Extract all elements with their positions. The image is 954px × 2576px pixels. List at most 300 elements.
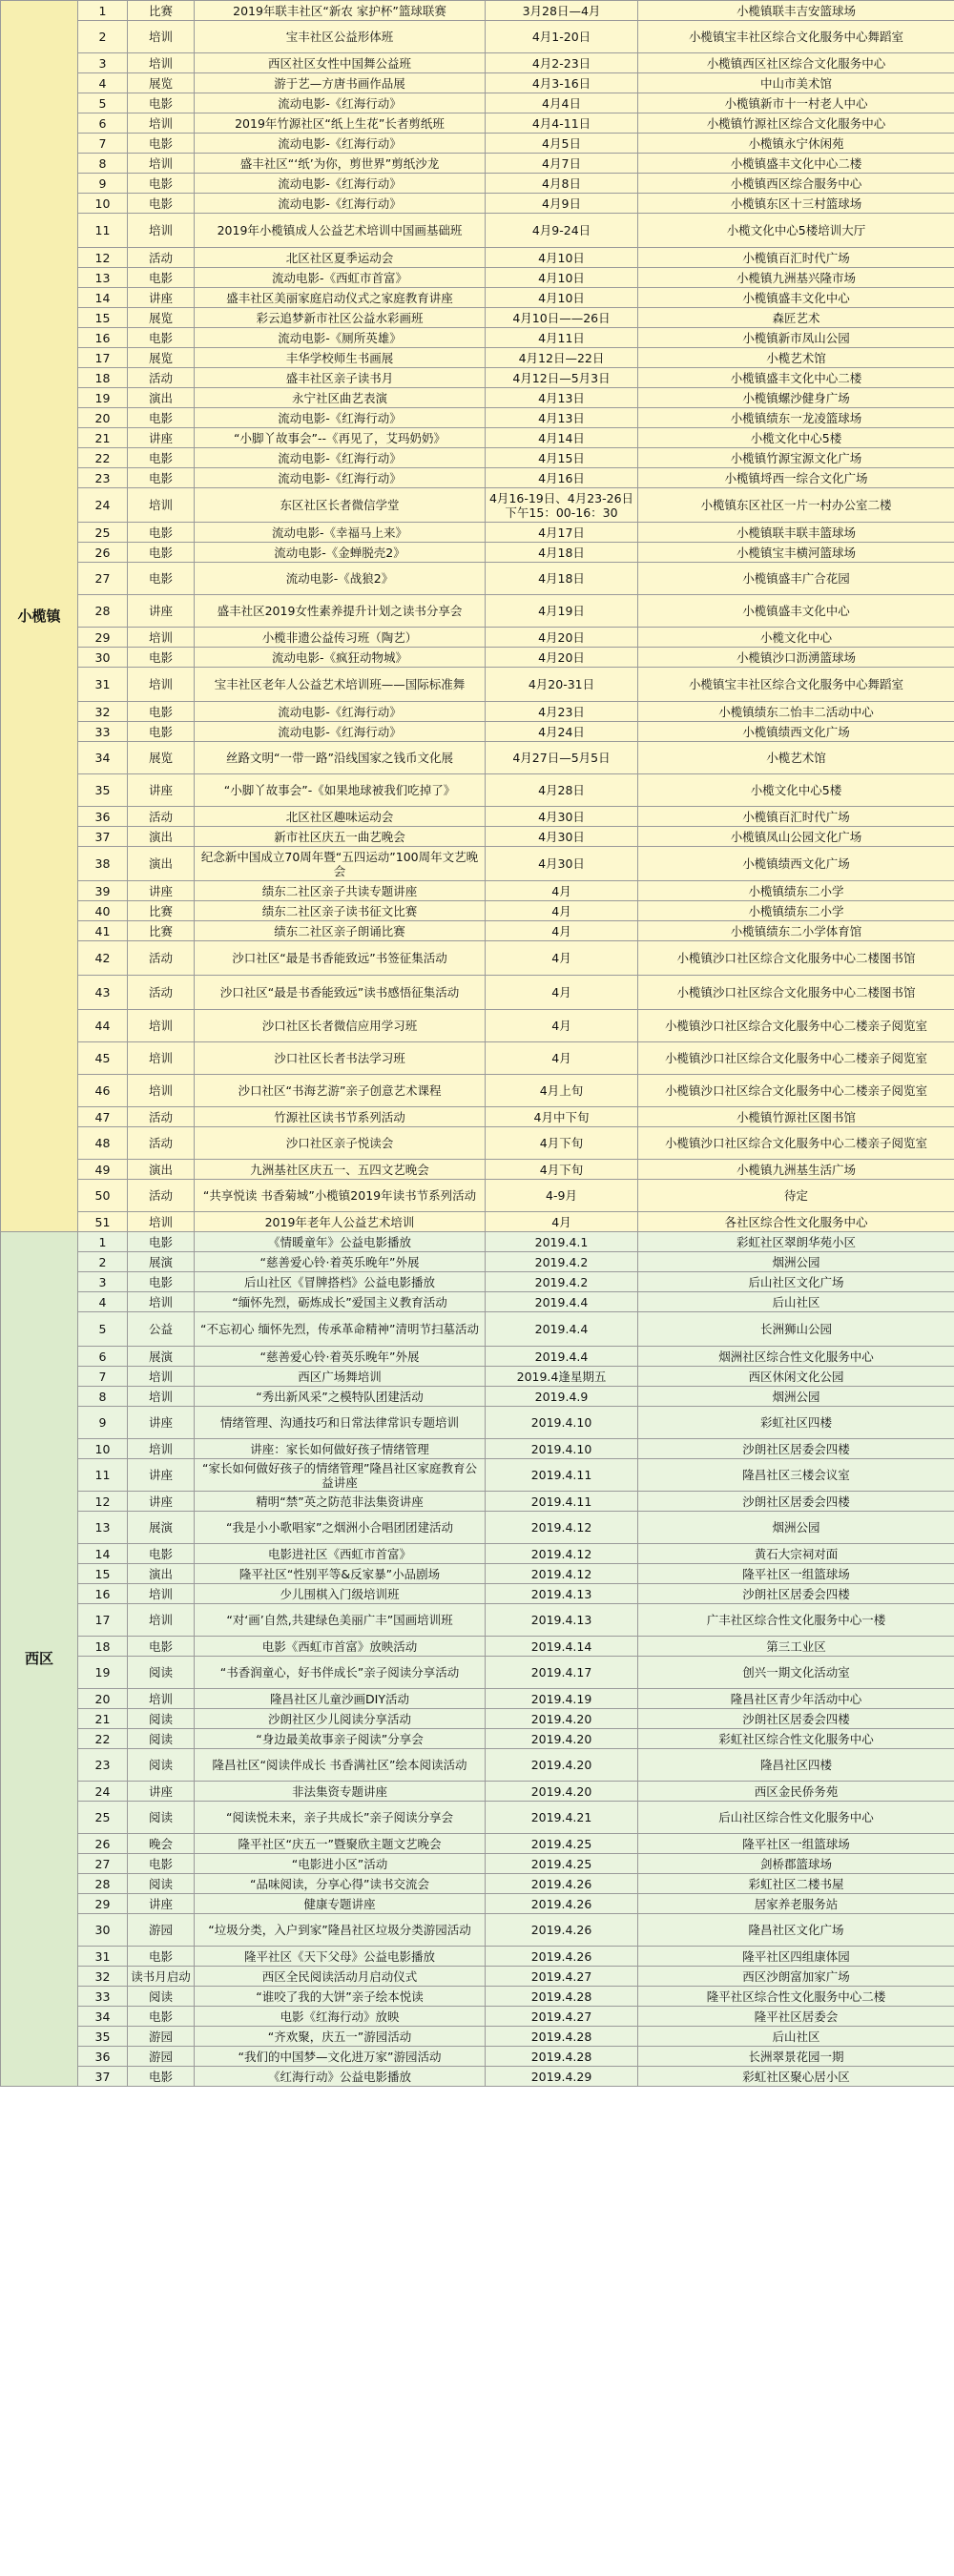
activity-place: 沙朗社区居委会四楼 (638, 1709, 954, 1729)
activity-type: 阅读 (128, 1987, 195, 2007)
activity-place: 小榄镇绩东二小学 (638, 881, 954, 901)
activity-date: 4月14日 (486, 428, 638, 448)
activity-title: 丰华学校师生书画展 (195, 348, 486, 368)
activity-date: 4月12日—22日 (486, 348, 638, 368)
activity-title: 后山社区《冒牌搭档》公益电影播放 (195, 1272, 486, 1292)
activity-type: 演出 (128, 827, 195, 847)
table-row (1, 1407, 954, 1439)
activity-date: 2019.4.10 (486, 1407, 638, 1439)
activity-place: 长洲狮山公园 (638, 1312, 954, 1347)
activity-date: 2019.4.12 (486, 1564, 638, 1584)
activity-place: 彩虹社区聚心居小区 (638, 2067, 954, 2087)
activity-place: 小榄镇新市十一村老人中心 (638, 93, 954, 113)
activity-place: 后山社区综合性文化服务中心 (638, 1802, 954, 1834)
activity-title: “慈善爱心铃·着英乐晚年”外展 (195, 1347, 486, 1367)
table-row (1, 1347, 954, 1367)
group-name: 西区 (1, 1232, 78, 2087)
activity-type: 讲座 (128, 1782, 195, 1802)
activity-date: 2019.4.27 (486, 1967, 638, 1987)
activity-date: 2019.4.4 (486, 1347, 638, 1367)
table-row (1, 113, 954, 134)
activity-title: 宝丰社区老年人公益艺术培训班——国际标准舞 (195, 668, 486, 702)
activity-date: 2019.4.27 (486, 2007, 638, 2027)
activity-place: 彩虹社区二楼书屋 (638, 1874, 954, 1894)
activity-type: 晚会 (128, 1834, 195, 1854)
activity-date: 4月4日 (486, 93, 638, 113)
table-row (1, 1127, 954, 1160)
table-row (1, 93, 954, 113)
activity-date: 4月17日 (486, 523, 638, 543)
activity-date: 4月10日 (486, 268, 638, 288)
row-number: 4 (78, 73, 128, 93)
activity-place: 小榄镇东区十三村篮球场 (638, 194, 954, 214)
table-row (1, 1252, 954, 1272)
activity-date: 4月30日 (486, 807, 638, 827)
table-row (1, 1637, 954, 1657)
row-number: 38 (78, 847, 128, 881)
table-row (1, 2047, 954, 2067)
activity-title: 少儿围棋入门级培训班 (195, 1584, 486, 1604)
activity-place: 隆平社区一组篮球场 (638, 1834, 954, 1854)
row-number: 33 (78, 1987, 128, 2007)
activity-place: 小榄镇沙口社区综合文化服务中心二楼亲子阅览室 (638, 1042, 954, 1075)
row-number: 5 (78, 1312, 128, 1347)
table-row (1, 488, 954, 523)
activity-title: 流动电影-《红海行动》 (195, 194, 486, 214)
activity-place: 小榄镇沙口社区综合文化服务中心二楼亲子阅览室 (638, 1127, 954, 1160)
activity-date: 4月18日 (486, 543, 638, 563)
table-row (1, 21, 954, 53)
activity-date: 2019.4.11 (486, 1459, 638, 1492)
activity-type: 游园 (128, 2027, 195, 2047)
activity-date: 2019.4.17 (486, 1657, 638, 1689)
activity-type: 活动 (128, 807, 195, 827)
activity-title: 精明“禁”英之防范非法集资讲座 (195, 1492, 486, 1512)
activity-type: 培训 (128, 1387, 195, 1407)
activity-date: 2019.4.10 (486, 1439, 638, 1459)
row-number: 10 (78, 194, 128, 214)
activity-place: 小榄镇绩东二小学体育馆 (638, 921, 954, 941)
activity-date: 4月23日 (486, 702, 638, 722)
table-row (1, 248, 954, 268)
activity-title: “电影进小区”活动 (195, 1854, 486, 1874)
row-number: 11 (78, 1459, 128, 1492)
activity-date: 4月15日 (486, 448, 638, 468)
table-row (1, 774, 954, 807)
activity-title: 讲座：家长如何做好孩子情绪管理 (195, 1439, 486, 1459)
activity-type: 读书月启动 (128, 1967, 195, 1987)
table-row (1, 1854, 954, 1874)
row-number: 46 (78, 1075, 128, 1107)
activity-title: 新市社区庆五一曲艺晚会 (195, 827, 486, 847)
activity-place: 小榄镇联丰吉安篮球场 (638, 1, 954, 21)
activity-date: 4月18日 (486, 563, 638, 595)
activity-type: 活动 (128, 368, 195, 388)
activity-place: 隆平社区综合性文化服务中心二楼 (638, 1987, 954, 2007)
activity-type: 电影 (128, 468, 195, 488)
table-row (1, 1439, 954, 1459)
activity-type: 培训 (128, 53, 195, 73)
activity-title: 游于艺—方唐书画作品展 (195, 73, 486, 93)
activity-date: 2019.4.29 (486, 2067, 638, 2087)
activity-type: 讲座 (128, 774, 195, 807)
row-number: 23 (78, 468, 128, 488)
activity-title: 西区社区女性中国舞公益班 (195, 53, 486, 73)
activity-place: 小榄艺术馆 (638, 742, 954, 774)
activity-type: 电影 (128, 448, 195, 468)
activity-title: 宝丰社区公益形体班 (195, 21, 486, 53)
activity-type: 电影 (128, 722, 195, 742)
table-row (1, 1107, 954, 1127)
activity-title: 流动电影-《金蝉脱壳2》 (195, 543, 486, 563)
activity-title: 沙口社区“书海艺游”亲子创意艺术课程 (195, 1075, 486, 1107)
activity-title: “小脚丫故事会”--《再见了，艾玛奶奶》 (195, 428, 486, 448)
activity-place: 小榄文化中心5楼 (638, 774, 954, 807)
activity-place: 彩虹社区四楼 (638, 1407, 954, 1439)
activity-type: 阅读 (128, 1874, 195, 1894)
activity-type: 培训 (128, 1212, 195, 1232)
activity-place: 小榄镇东区社区一片一村办公室二楼 (638, 488, 954, 523)
activity-title: 永宁社区曲艺表演 (195, 388, 486, 408)
table-row (1, 428, 954, 448)
activity-date: 4月 (486, 1010, 638, 1042)
activity-type: 培训 (128, 668, 195, 702)
table-row (1, 1312, 954, 1347)
activity-type: 电影 (128, 2067, 195, 2087)
activity-place: 森匠艺术 (638, 308, 954, 328)
activity-title: 流动电影-《红海行动》 (195, 702, 486, 722)
activity-type: 培训 (128, 1075, 195, 1107)
activity-title: 盛丰社区“‘纸’为你，剪世界”剪纸沙龙 (195, 154, 486, 174)
activity-type: 培训 (128, 1042, 195, 1075)
activity-date: 4月19日 (486, 595, 638, 628)
row-number: 9 (78, 174, 128, 194)
activity-place: 小榄镇竹源社区综合文化服务中心 (638, 113, 954, 134)
table-row (1, 595, 954, 628)
table-row (1, 328, 954, 348)
activity-date: 4月下旬 (486, 1160, 638, 1180)
activity-place: 中山市美术馆 (638, 73, 954, 93)
row-number: 7 (78, 134, 128, 154)
table-row (1, 1802, 954, 1834)
activity-title: 北区社区夏季运动会 (195, 248, 486, 268)
activity-title: 绩东二社区亲子共读专题讲座 (195, 881, 486, 901)
activity-title: 沙口社区长者微信应用学习班 (195, 1010, 486, 1042)
table-row (1, 1987, 954, 2007)
row-number: 21 (78, 428, 128, 448)
activity-place: 创兴一期文化活动室 (638, 1657, 954, 1689)
activity-date: 2019.4.20 (486, 1709, 638, 1729)
activity-type: 活动 (128, 1127, 195, 1160)
activity-place: 沙朗社区居委会四楼 (638, 1584, 954, 1604)
row-number: 25 (78, 523, 128, 543)
row-number: 48 (78, 1127, 128, 1160)
activity-title: “品味阅读，分享心得”读书交流会 (195, 1874, 486, 1894)
activity-title: “共享悦读 书香菊城”小榄镇2019年读书节系列活动 (195, 1180, 486, 1212)
row-number: 23 (78, 1749, 128, 1782)
activity-date: 2019.4.28 (486, 2027, 638, 2047)
table-row (1, 1689, 954, 1709)
activity-place: 西区沙朗富加家广场 (638, 1967, 954, 1987)
table-row (1, 53, 954, 73)
activity-place: 居家养老服务站 (638, 1894, 954, 1914)
activity-date: 4月20-31日 (486, 668, 638, 702)
table-row (1, 941, 954, 976)
row-number: 40 (78, 901, 128, 921)
row-number: 7 (78, 1367, 128, 1387)
activity-type: 活动 (128, 976, 195, 1010)
row-number: 26 (78, 543, 128, 563)
table-row (1, 1584, 954, 1604)
activity-title: 东区社区长者微信学堂 (195, 488, 486, 523)
table-row (1, 1387, 954, 1407)
activity-place: 隆昌社区青少年活动中心 (638, 1689, 954, 1709)
table-row (1, 388, 954, 408)
activity-date: 2019.4.12 (486, 1544, 638, 1564)
activity-place: 小榄镇盛丰广合花园 (638, 563, 954, 595)
activity-title: 流动电影-《红海行动》 (195, 722, 486, 742)
activity-type: 电影 (128, 134, 195, 154)
activity-date: 2019.4.25 (486, 1854, 638, 1874)
activity-place: 小榄镇百汇时代广场 (638, 248, 954, 268)
row-number: 20 (78, 1689, 128, 1709)
activity-place: 彩虹社区综合性文化服务中心 (638, 1729, 954, 1749)
activity-title: 2019年联丰社区“新农 家护杯”篮球联赛 (195, 1, 486, 21)
table-row (1, 702, 954, 722)
activity-type: 电影 (128, 1854, 195, 1874)
activity-type: 活动 (128, 1107, 195, 1127)
activity-type: 电影 (128, 523, 195, 543)
row-number: 17 (78, 348, 128, 368)
activity-type: 培训 (128, 154, 195, 174)
row-number: 3 (78, 53, 128, 73)
activity-date: 2019.4.25 (486, 1834, 638, 1854)
row-number: 13 (78, 268, 128, 288)
activity-date: 4月中下旬 (486, 1107, 638, 1127)
activity-date: 4-9月 (486, 1180, 638, 1212)
activity-title: “身边最美故事亲子阅读”分享会 (195, 1729, 486, 1749)
activity-title: 《红海行动》公益电影播放 (195, 2067, 486, 2087)
table-row (1, 523, 954, 543)
activity-place: 西区金民侨务苑 (638, 1782, 954, 1802)
activity-type: 比赛 (128, 921, 195, 941)
activity-date: 2019.4.26 (486, 1947, 638, 1967)
activity-type: 培训 (128, 1584, 195, 1604)
activity-place: 隆昌社区三楼会议室 (638, 1459, 954, 1492)
activity-place: 小榄镇盛丰文化中心 (638, 595, 954, 628)
activity-title: “不忘初心 缅怀先烈，传承革命精神”清明节扫墓活动 (195, 1312, 486, 1347)
activity-title: 绩东二社区亲子读书征文比赛 (195, 901, 486, 921)
activity-title: “垃圾分类，入户到家”隆昌社区垃圾分类游园活动 (195, 1914, 486, 1947)
table-row (1, 668, 954, 702)
activity-title: 小榄非遗公益传习班（陶艺） (195, 628, 486, 648)
activity-place: 隆平社区一组篮球场 (638, 1564, 954, 1584)
row-number: 35 (78, 774, 128, 807)
activity-type: 讲座 (128, 1492, 195, 1512)
table-row (1, 1075, 954, 1107)
table-row (1, 408, 954, 428)
activity-date: 2019.4.13 (486, 1604, 638, 1637)
activity-type: 展览 (128, 742, 195, 774)
activity-place: 后山社区文化广场 (638, 1272, 954, 1292)
row-number: 17 (78, 1604, 128, 1637)
activity-title: 流动电影-《战狼2》 (195, 563, 486, 595)
activity-date: 4月13日 (486, 408, 638, 428)
row-number: 32 (78, 1967, 128, 1987)
activity-type: 电影 (128, 93, 195, 113)
activity-date: 4月上旬 (486, 1075, 638, 1107)
activity-title: 流动电影-《厕所英雄》 (195, 328, 486, 348)
activity-title: 2019年竹源社区“纸上生花”长者剪纸班 (195, 113, 486, 134)
activity-type: 培训 (128, 214, 195, 248)
activity-place: 隆平社区四组康体园 (638, 1947, 954, 1967)
table-row (1, 268, 954, 288)
row-number: 14 (78, 288, 128, 308)
activity-type: 电影 (128, 408, 195, 428)
activity-title: “阅读悦未来，亲子共成长”亲子阅读分享会 (195, 1802, 486, 1834)
table-row (1, 468, 954, 488)
activity-title: 流动电影-《红海行动》 (195, 134, 486, 154)
activity-type: 阅读 (128, 1657, 195, 1689)
activity-title: 《情暖童年》公益电影播放 (195, 1232, 486, 1252)
table-row (1, 1874, 954, 1894)
row-number: 22 (78, 1729, 128, 1749)
activity-place: 小榄镇九洲基兴隆市场 (638, 268, 954, 288)
activity-place: 小榄镇螺沙健身广场 (638, 388, 954, 408)
activity-type: 培训 (128, 628, 195, 648)
table-row (1, 288, 954, 308)
table-row (1, 448, 954, 468)
activity-type: 培训 (128, 1604, 195, 1637)
row-number: 33 (78, 722, 128, 742)
activity-type: 培训 (128, 1367, 195, 1387)
row-number: 12 (78, 1492, 128, 1512)
activity-date: 4月9-24日 (486, 214, 638, 248)
table-row (1, 214, 954, 248)
activity-type: 演出 (128, 1160, 195, 1180)
table-row (1, 1894, 954, 1914)
activity-date: 4月 (486, 881, 638, 901)
row-number: 16 (78, 328, 128, 348)
activity-type: 电影 (128, 174, 195, 194)
activity-date: 2019.4.9 (486, 1387, 638, 1407)
activity-date: 2019.4.4 (486, 1312, 638, 1347)
row-number: 13 (78, 1512, 128, 1544)
table-row (1, 1914, 954, 1947)
activity-title: 西区广场舞培训 (195, 1367, 486, 1387)
activity-title: 健康专题讲座 (195, 1894, 486, 1914)
activity-place: 小榄镇沙口社区综合文化服务中心二楼图书馆 (638, 976, 954, 1010)
activity-date: 2019.4.1 (486, 1232, 638, 1252)
row-number: 16 (78, 1584, 128, 1604)
activity-date: 4月7日 (486, 154, 638, 174)
activity-type: 讲座 (128, 881, 195, 901)
activity-type: 电影 (128, 2007, 195, 2027)
row-number: 35 (78, 2027, 128, 2047)
activity-date: 4月8日 (486, 174, 638, 194)
activity-date: 2019.4.2 (486, 1272, 638, 1292)
activity-type: 电影 (128, 702, 195, 722)
activity-place: 小榄镇西区综合服务中心 (638, 174, 954, 194)
activity-type: 电影 (128, 543, 195, 563)
table-row (1, 543, 954, 563)
row-number: 15 (78, 1564, 128, 1584)
activity-date: 2019.4.26 (486, 1914, 638, 1947)
row-number: 27 (78, 563, 128, 595)
activity-place: 小榄镇沙口社区综合文化服务中心二楼亲子阅览室 (638, 1010, 954, 1042)
activity-date: 4月1-20日 (486, 21, 638, 53)
activity-date: 4月 (486, 921, 638, 941)
table-row (1, 348, 954, 368)
activity-type: 阅读 (128, 1709, 195, 1729)
activity-place: 隆平社区居委会 (638, 2007, 954, 2027)
activity-place: 小榄文化中心5楼 (638, 428, 954, 448)
activity-title: 电影《红海行动》放映 (195, 2007, 486, 2027)
activity-title: 九洲基社区庆五一、五四文艺晚会 (195, 1160, 486, 1180)
activity-date: 4月 (486, 1042, 638, 1075)
row-number: 8 (78, 1387, 128, 1407)
activity-title: 沙口社区亲子悦读会 (195, 1127, 486, 1160)
activity-date: 4月12日—5月3日 (486, 368, 638, 388)
activity-type: 阅读 (128, 1749, 195, 1782)
activity-type: 培训 (128, 1010, 195, 1042)
row-number: 41 (78, 921, 128, 941)
activity-date: 2019.4.20 (486, 1749, 638, 1782)
activity-title: “谁咬了我的大饼”亲子绘本悦读 (195, 1987, 486, 2007)
activity-title: 沙口社区长者书法学习班 (195, 1042, 486, 1075)
activity-type: 比赛 (128, 1, 195, 21)
table-row (1, 1180, 954, 1212)
activity-place: 小榄镇凤山公园文化广场 (638, 827, 954, 847)
activity-title: 沙朗社区少儿阅读分享活动 (195, 1709, 486, 1729)
activity-type: 活动 (128, 1180, 195, 1212)
activity-title: 盛丰社区亲子读书月 (195, 368, 486, 388)
activity-date: 4月24日 (486, 722, 638, 742)
activity-type: 培训 (128, 113, 195, 134)
activity-place: 沙朗社区居委会四楼 (638, 1439, 954, 1459)
activity-title: 2019年小榄镇成人公益艺术培训中国画基础班 (195, 214, 486, 248)
row-number: 31 (78, 1947, 128, 1967)
activity-date: 3月28日—4月 (486, 1, 638, 21)
table-row (1, 563, 954, 595)
activity-title: 非法集资专题讲座 (195, 1782, 486, 1802)
table-row (1, 1272, 954, 1292)
activity-place: 小榄镇埒西一综合文化广场 (638, 468, 954, 488)
activity-type: 电影 (128, 1637, 195, 1657)
activity-date: 4月4-11日 (486, 113, 638, 134)
group-name: 小榄镇 (1, 1, 78, 1232)
activity-date: 2019.4.19 (486, 1689, 638, 1709)
table-row (1, 1232, 954, 1252)
row-number: 50 (78, 1180, 128, 1212)
table-row (1, 648, 954, 668)
row-number: 32 (78, 702, 128, 722)
activity-place: 隆昌社区文化广场 (638, 1914, 954, 1947)
activity-date: 4月20日 (486, 648, 638, 668)
activity-title: 流动电影-《红海行动》 (195, 93, 486, 113)
section-xiqu (1, 1232, 954, 2087)
activity-type: 讲座 (128, 1459, 195, 1492)
activity-date: 4月30日 (486, 847, 638, 881)
activity-title: 隆平社区《天下父母》公益电影播放 (195, 1947, 486, 1967)
row-number: 11 (78, 214, 128, 248)
activity-date: 2019.4.21 (486, 1802, 638, 1834)
activity-title: 情绪管理、沟通技巧和日常法律常识专题培训 (195, 1407, 486, 1439)
activity-place: 长洲翠景花园一期 (638, 2047, 954, 2067)
table-row (1, 73, 954, 93)
activity-type: 电影 (128, 1232, 195, 1252)
activity-title: 盛丰社区2019女性素养提升计划之读书分享会 (195, 595, 486, 628)
